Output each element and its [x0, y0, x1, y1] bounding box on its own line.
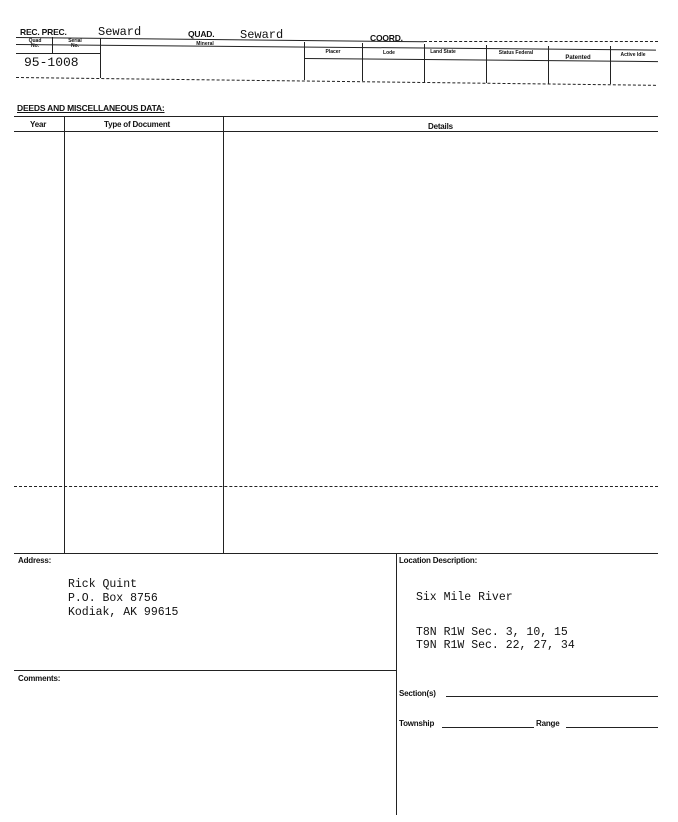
range-underline [566, 727, 658, 728]
rec-prec-value: Seward [98, 25, 142, 39]
mineral-label: Mineral [196, 41, 214, 47]
comments-top-rule [14, 670, 396, 671]
record-number: 95-1008 [24, 55, 79, 70]
header-div-7 [548, 46, 549, 84]
land-status-state-label: Land State [430, 49, 456, 55]
deeds-bottom-rule [14, 553, 658, 554]
location-description-label: Location Description: [399, 556, 478, 565]
deeds-col-div-1 [64, 116, 65, 553]
serial-no-label: Serial No. [68, 38, 82, 49]
address-line-2: P.O. Box 8756 [68, 592, 158, 605]
section-label: Section(s) [399, 689, 436, 698]
header-bottom-rule [16, 77, 656, 86]
location-line-2: T8N R1W Sec. 3, 10, 15 [416, 626, 568, 639]
header-div-2 [100, 38, 101, 78]
quad-no-label: Quad No. [28, 38, 42, 49]
address-line-1: Rick Quint [68, 578, 138, 591]
quad-value: Seward [240, 28, 284, 42]
deeds-dashed-rule [14, 486, 658, 487]
range-label: Range [536, 719, 560, 728]
col-details-header: Details [428, 122, 453, 131]
col-type-header: Type of Document [104, 120, 170, 129]
section-underline [446, 696, 658, 697]
placer-label: Placer [325, 49, 341, 55]
header-div-8 [610, 46, 611, 84]
deeds-top-rule [14, 116, 658, 117]
header-div-4 [362, 43, 363, 81]
location-line-1: Six Mile River [416, 591, 513, 604]
header-div-6 [486, 45, 487, 83]
header-div-3 [304, 42, 305, 80]
deeds-col-div-2 [223, 116, 224, 553]
rec-prec-label: REC. PREC. [20, 27, 67, 37]
bottom-center-divider [396, 553, 397, 815]
deeds-header-rule [14, 131, 658, 132]
subheader-rule-left [16, 53, 100, 54]
address-line-3: Kodiak, AK 99615 [68, 606, 179, 619]
header-div-5 [424, 44, 425, 82]
comments-label: Comments: [18, 674, 61, 683]
address-label: Address: [18, 556, 52, 565]
header-rule-1-dashed [424, 41, 658, 42]
deeds-section-title: DEEDS AND MISCELLANEOUS DATA: [17, 103, 165, 113]
col-year-header: Year [30, 120, 47, 129]
township-underline [442, 727, 534, 728]
header-div-1 [52, 37, 53, 53]
patented-label: Patented [565, 55, 591, 61]
quad-label: QUAD. [188, 29, 215, 39]
location-line-3: T9N R1W Sec. 22, 27, 34 [416, 639, 575, 652]
active-idle-label: Active Idle [620, 52, 646, 58]
status-federal-label: Status Federal [498, 50, 534, 56]
coord-label: COORD. [370, 33, 403, 43]
township-label: Township [399, 719, 435, 728]
lode-label: Lode [383, 50, 395, 56]
